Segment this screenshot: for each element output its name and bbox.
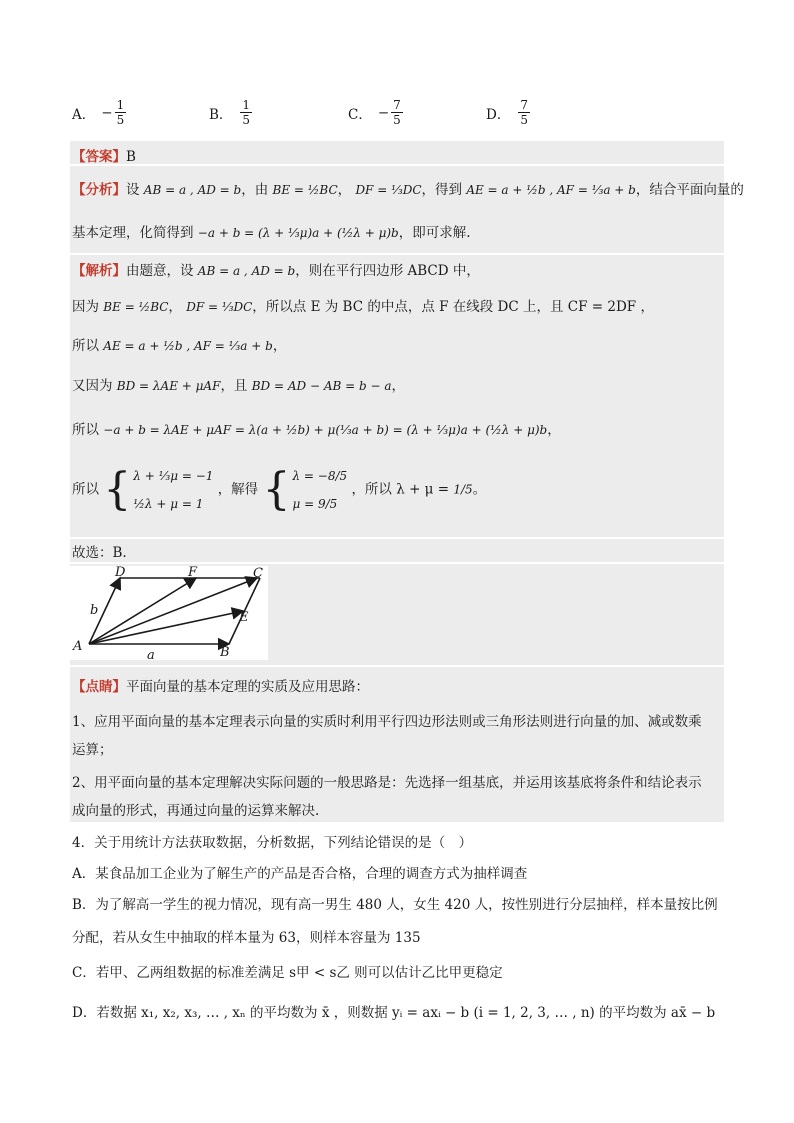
- text: 所以: [72, 481, 99, 498]
- point-p2a: [72, 771, 702, 791]
- question-4-option-d[interactable]: D．若数据 x₁, x₂, x₃, … , xₙ 的平均数为 x̄ ，则数据 yᵢ = axᵢ − b (i = 1, 2, 3, … , n) 的平均数为 ax̄ − b: [72, 1005, 716, 1021]
- explain-line-4: 又因为 BD = λAE + μAF，且 BD = AD − AB = b − a，: [72, 378, 406, 394]
- analysis-line-2: [72, 221, 471, 241]
- text: ，: [337, 182, 352, 198]
- math-ae-af: AE = a + ½b , AF = ⅓a + b: [466, 183, 636, 197]
- math-df: DF = ⅓DC: [355, 183, 422, 197]
- text: 基本定理，化简得到: [72, 225, 194, 241]
- choice-b[interactable]: [209, 98, 252, 127]
- question-4-option-b-line1[interactable]: B．为了解高一学生的视力情况，现有高一男生 480 人，女生 420 人，按性别进行分层抽样，样本量按比例: [72, 897, 718, 913]
- math-result: 1/5: [453, 482, 473, 497]
- vector-ae: [89, 611, 243, 644]
- row-divider: [70, 562, 724, 564]
- label-c: C: [253, 566, 263, 581]
- question-4-stem: 4．关于用统计方法获取数据，分析数据，下列结论错误的是（ ）: [72, 835, 473, 851]
- text: μ = 9/5: [292, 497, 338, 511]
- text: ，且: [220, 378, 248, 394]
- text: ，即可求解.: [398, 225, 471, 241]
- answer-value: B: [126, 149, 136, 165]
- figure-svg: [70, 566, 268, 660]
- row-divider: [70, 665, 724, 667]
- choice-label: D．: [486, 106, 511, 123]
- math-ae-af: AE = a + ½b , AF = ⅓a + b: [103, 339, 273, 353]
- math-df: DF = ⅓DC: [186, 300, 253, 314]
- text: 2、用平面向量的基本定理解决实际问题的一般思路是：先选择一组基底，并运用该基底将条件和结论表示: [72, 775, 702, 791]
- choice-label: C．: [348, 106, 372, 123]
- choice-fraction: [240, 98, 252, 127]
- row-divider: [70, 537, 724, 539]
- math-bd-1: BD = λAE + μAF: [116, 379, 221, 393]
- text: ，由: [241, 182, 269, 198]
- answer-row: [72, 145, 136, 165]
- equation-system-1: [133, 462, 213, 518]
- math-ab-ad: AB = a , AD = b: [197, 264, 296, 278]
- text: 由题意，设: [126, 263, 194, 279]
- question-4-option-a[interactable]: A．某食品加工企业为了解生产的产品是否合格，合理的调查方式为抽样调查: [72, 866, 528, 882]
- explain-line-6: [72, 462, 486, 518]
- text: 因为: [72, 299, 99, 315]
- math-bd-2: BD = AD − AB = b − a: [251, 379, 392, 393]
- choice-fraction: [518, 98, 530, 127]
- text: 故选：B.: [72, 545, 127, 561]
- frac-den: 5: [393, 113, 401, 127]
- text: ，所以 λ + μ =: [351, 481, 450, 498]
- text: 平面向量的基本定理的实质及应用思路：: [126, 679, 369, 695]
- text: ，结合平面向量的: [635, 182, 744, 198]
- conclusion-line: [72, 541, 127, 561]
- choice-fraction: [391, 98, 403, 127]
- explain-tag: 【解析】: [72, 263, 126, 279]
- point-p1b: [72, 738, 113, 758]
- text: 所以: [72, 338, 99, 354]
- text: 所以: [72, 422, 99, 438]
- question-4-option-b-line2: 分配，若从女生中抽取的样本量为 63，则样本容量为 135: [72, 930, 421, 946]
- label-f: F: [188, 566, 198, 580]
- text: 1、应用平面向量的基本定理表示向量的实质时利用平行四边形法则或三角形法则进行向量的加、减或数乘: [72, 714, 702, 730]
- text: ，解得: [217, 481, 259, 498]
- math-ab-ad: AB = a , AD = b: [143, 183, 242, 197]
- explain-line-2: 因为 BE = ½BC， DF = ⅓DC，所以点 E 为 BC 的中点，点 F 在线段 DC 上，且 CF = 2DF ，: [72, 299, 654, 315]
- explain-line-1: [72, 259, 480, 279]
- math-combo: −a + b = (λ + ⅓μ)a + (½λ + μ)b: [197, 226, 399, 240]
- text: 运算；: [72, 742, 113, 758]
- label-d: D: [115, 566, 126, 580]
- math-be: BE = ½BC: [272, 183, 338, 197]
- text: λ = −8/5: [292, 469, 348, 483]
- choice-a[interactable]: [72, 98, 126, 127]
- choice-label: B．: [209, 106, 233, 123]
- choice-label: A．: [72, 106, 96, 123]
- left-brace: {: [103, 464, 132, 515]
- frac-num: 7: [520, 98, 528, 112]
- label-a: A: [73, 639, 83, 654]
- explain-line-5: 所以 −a + b = λAE + μAF = λ(a + ½b) + μ(⅓a + b) = (λ + ⅓μ)a + (½λ + μ)b，: [72, 422, 561, 438]
- text: 设: [126, 182, 140, 198]
- math-expansion: −a + b = λAE + μAF = λ(a + ½b) + μ(⅓a + b) = (λ + ⅓μ)a + (½λ + μ)b: [103, 423, 548, 437]
- question-4-option-c[interactable]: C．若甲、乙两组数据的标准差满足 s甲 < s乙 则可以估计乙比甲更稳定: [72, 965, 503, 981]
- equation-system-2: [292, 462, 347, 518]
- text: 。: [472, 481, 487, 498]
- analysis-tag: 【分析】: [72, 182, 126, 198]
- explain-line-3: 所以 AE = a + ½b , AF = ⅓a + b，: [72, 338, 287, 354]
- answer-choices: [72, 98, 732, 134]
- analysis-line-1: [72, 178, 744, 198]
- text: 成向量的形式，再通过向量的运算来解决.: [72, 803, 320, 819]
- row-divider: [70, 253, 724, 255]
- frac-num: 1: [116, 98, 125, 112]
- frac-num: 7: [393, 98, 401, 112]
- frac-den: 5: [116, 113, 125, 127]
- point-p2b: [72, 799, 319, 819]
- label-vec-b: b: [90, 603, 99, 618]
- point-p1a: [72, 710, 702, 730]
- text: ½λ + μ = 1: [133, 497, 204, 511]
- left-brace: {: [262, 464, 291, 515]
- point-tag: 【点睛】: [72, 679, 126, 695]
- label-vec-a: a: [147, 648, 155, 660]
- text: ，则在平行四边形 ABCD 中，: [295, 263, 480, 279]
- choice-c[interactable]: [348, 98, 403, 127]
- choice-d[interactable]: [486, 98, 530, 127]
- choice-fraction: [115, 98, 127, 127]
- text: ，得到: [421, 182, 463, 198]
- text: λ + ⅓μ = −1: [133, 469, 214, 483]
- math-be: BE = ½BC: [103, 300, 169, 314]
- frac-den: 5: [242, 113, 251, 127]
- answer-tag: 【答案】: [72, 149, 126, 165]
- frac-num: 1: [242, 98, 251, 112]
- label-b: B: [220, 645, 230, 660]
- frac-den: 5: [520, 113, 528, 127]
- parallelogram-figure: [70, 566, 268, 660]
- point-title-line: [72, 675, 369, 695]
- label-e: E: [239, 610, 249, 625]
- row-divider: [70, 164, 724, 166]
- text: 又因为: [72, 378, 113, 394]
- choice-sign: −: [377, 104, 390, 121]
- vector-ac: [89, 578, 257, 644]
- choice-sign: −: [101, 104, 113, 121]
- text: ，所以点 E 为 BC 的中点，点 F 在线段 DC 上，且 CF = 2DF ，: [252, 299, 654, 315]
